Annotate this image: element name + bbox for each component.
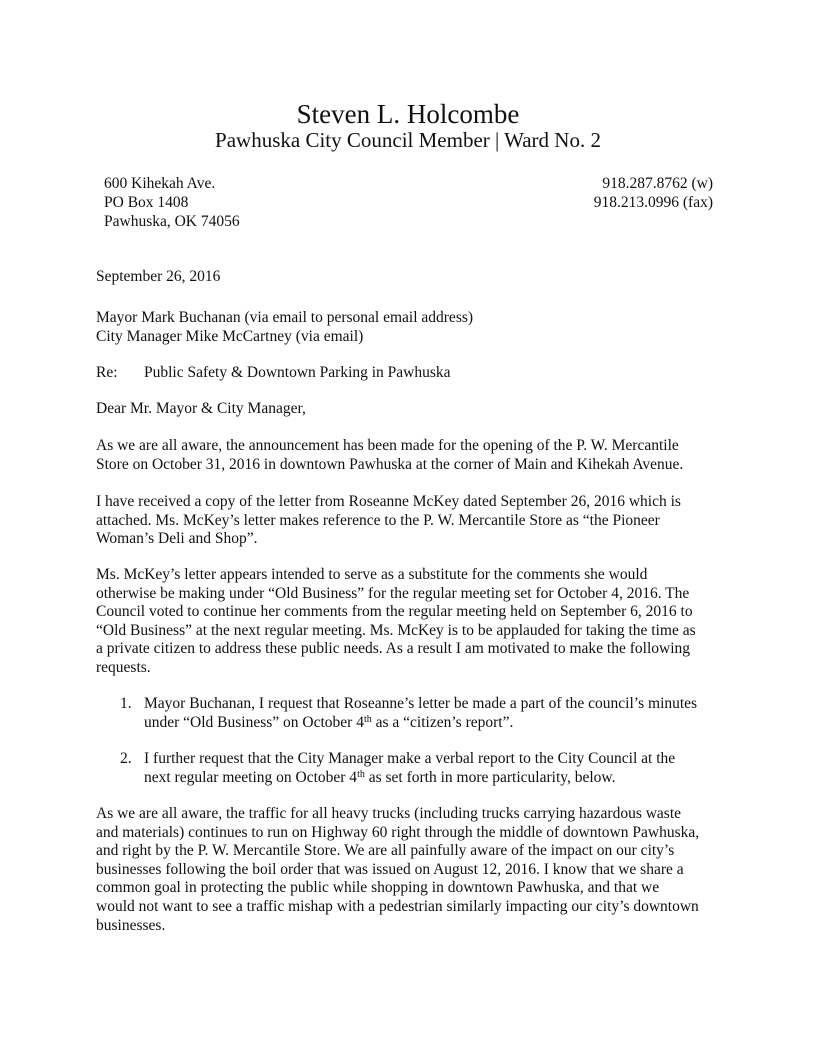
sender-address [104, 174, 240, 231]
paragraph-line: Council voted to continue her comments from the regular meeting held on September 6, 2016 to [96, 603, 693, 621]
paragraph-2 [96, 493, 724, 549]
request-line-part: next regular meeting on October 4 [144, 768, 358, 786]
request-line-part: as set forth in more particularity, below. [364, 768, 616, 786]
letterhead-title: Pawhuska City Council Member | Ward No. 2 [215, 128, 601, 152]
paragraph-3 [96, 566, 724, 678]
paragraph-line: businesses. [96, 916, 166, 934]
paragraph-4 [96, 805, 724, 935]
ordinal-suffix: th [357, 768, 365, 780]
request-text [144, 695, 697, 732]
request-line [144, 714, 697, 733]
paragraph-line: a private citizen to address these public needs. As a result I am motivated to make the following [96, 640, 690, 658]
paragraph-line: businesses following the boil order that was issued on August 12, 2016. I know that we share a [96, 860, 684, 878]
ordinal-suffix: th [363, 713, 372, 725]
request-line-part: under “Old Business” on October 4 [144, 713, 364, 731]
request-line-part: as a “citizen’s report”. [371, 713, 514, 731]
paragraph-line: I have received a copy of the letter from Roseanne McKey dated September 26, 2016 which is [96, 493, 681, 510]
address-street: 600 Kihekah Ave. [104, 175, 216, 192]
paragraph-line: otherwise be making under “Old Business” for the regular meeting set for October 4, 2016. The [96, 584, 690, 602]
letter-date: September 26, 2016 [96, 268, 221, 285]
paragraph-line: and materials) continues to run on Highway 60 right through the middle of downtown Pawhuska, [96, 823, 700, 841]
paragraph-1 [96, 437, 724, 474]
request-line: Mayor Buchanan, I request that Roseanne’s letter be made a part of the council’s minutes [144, 695, 698, 712]
recipient-mayor: Mayor Mark Buchanan (via email to personal email address) [96, 309, 474, 326]
re-label: Re: [96, 364, 118, 381]
request-line: I further request that the City Manager make a verbal report to the City Council at the [144, 750, 676, 767]
paragraph-line: As we are all aware, the traffic for all heavy trucks (including trucks carrying hazardous waste [96, 805, 682, 822]
subject-text: Public Safety & Downtown Parking in Pawhuska [144, 364, 451, 381]
paragraph-line: Ms. McKey’s letter appears intended to serve as a substitute for the comments she would [96, 566, 648, 583]
salutation: Dear Mr. Mayor & City Manager, [96, 400, 306, 417]
paragraph-line: and right by the P. W. Mercantile Store. We are all painfully aware of the impact on our city’s [96, 842, 675, 860]
fax-number: 918.213.0996 (fax) [593, 194, 713, 211]
address-po-box: PO Box 1408 [104, 194, 189, 211]
request-number: 1. [120, 695, 132, 712]
paragraph-line: Store on October 31, 2016 in downtown Pawhuska at the corner of Main and Kihekah Avenue. [96, 455, 684, 473]
paragraph-line: “Old Business” at the next regular meeting. Ms. McKey is to be applauded for taking the time as [96, 621, 696, 639]
request-number: 2. [120, 750, 132, 767]
recipients [96, 309, 724, 346]
paragraph-line: would not want to see a traffic mishap with a pedestrian similarly impacting our city’s downtown [96, 897, 699, 915]
paragraph-line: attached. Ms. McKey’s letter makes reference to the P. W. Mercantile Store as “the Pioneer [96, 511, 660, 529]
paragraph-line: requests. [96, 658, 151, 676]
address-city-state-zip: Pawhuska, OK 74056 [104, 213, 240, 230]
paragraph-line: common goal in protecting the public while shopping in downtown Pawhuska, and that we [96, 879, 660, 897]
paragraph-line: Woman’s Deli and Shop”. [96, 530, 258, 548]
recipient-city-manager: City Manager Mike McCartney (via email) [96, 327, 364, 345]
request-text [144, 750, 675, 787]
paragraph-line: As we are all aware, the announcement has been made for the opening of the P. W. Mercantile [96, 437, 679, 454]
subject-line [96, 364, 724, 383]
request-line [144, 769, 675, 788]
letterhead-name: Steven L. Holcombe [296, 99, 520, 129]
sender-contact [594, 174, 713, 212]
phone-number: 918.287.8762 (w) [602, 175, 713, 192]
